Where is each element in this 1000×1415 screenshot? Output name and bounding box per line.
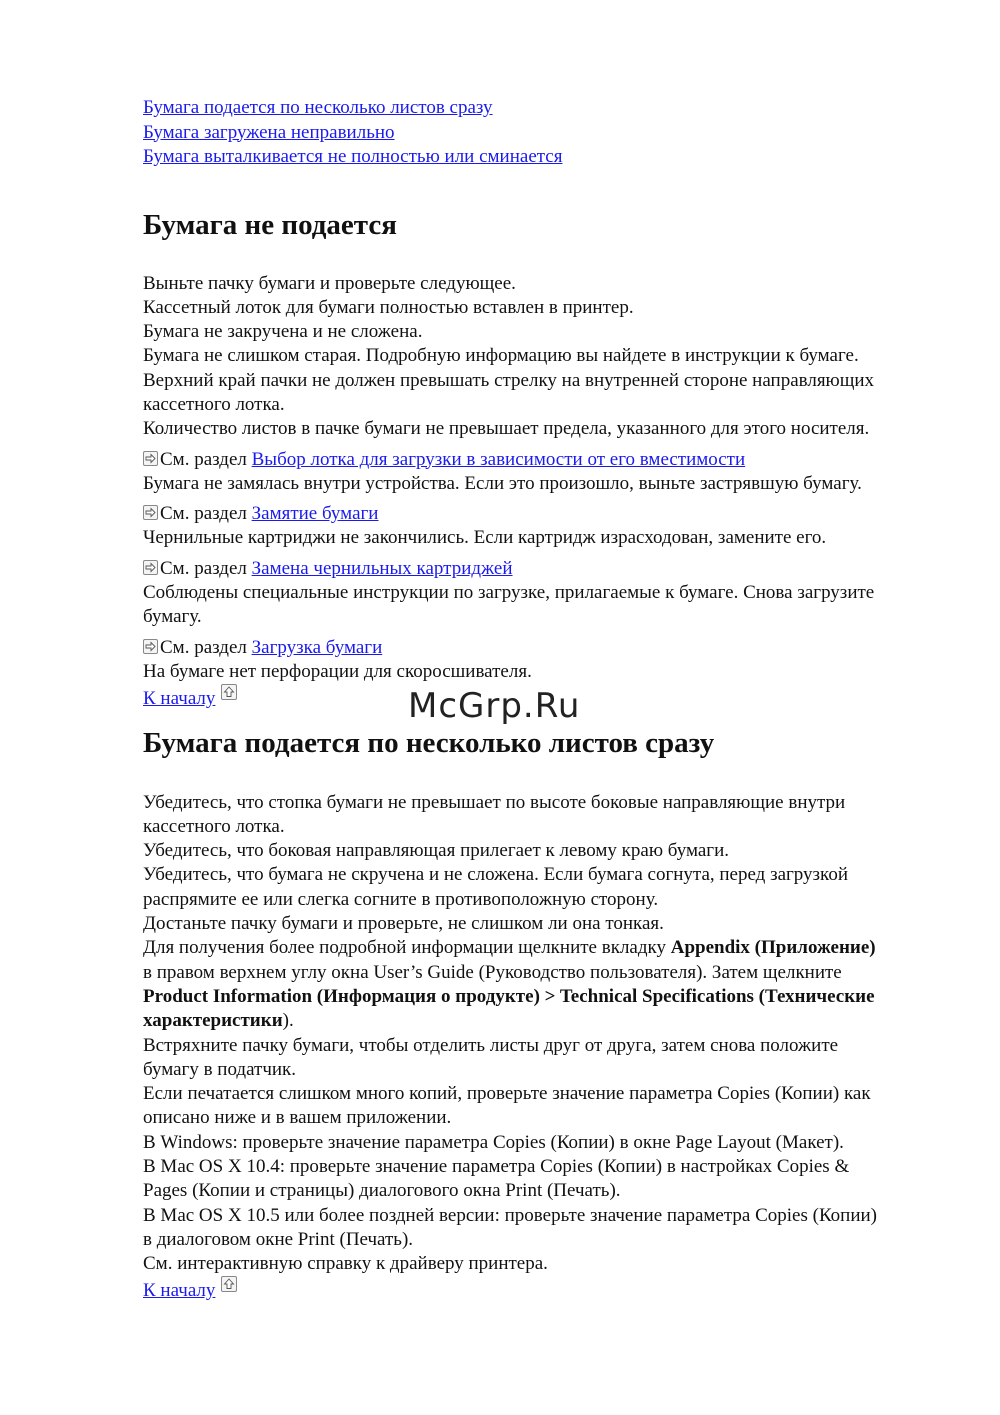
back-to-top-link[interactable]: К началу bbox=[143, 688, 216, 710]
text-line: в правом верхнем углу окна User’s Guide (Руководство пользователя). Затем щелкните bbox=[143, 961, 842, 983]
see-section-label: См. раздел bbox=[160, 636, 247, 658]
see-section-label: См. раздел bbox=[160, 557, 247, 579]
text-line: Бумага не закручена и не сложена. bbox=[143, 321, 423, 343]
see-also-row bbox=[143, 636, 933, 660]
back-to-top-link[interactable]: К началу bbox=[143, 1280, 216, 1302]
text-line: в диалоговом окне Print (Печать). bbox=[143, 1228, 414, 1250]
link-paper-jam[interactable]: Замятие бумаги bbox=[251, 503, 379, 525]
info-paragraph bbox=[143, 936, 933, 960]
text-line: На бумаге нет перфорации для скоросшивателя. bbox=[143, 660, 532, 682]
link-loaded-incorrectly[interactable]: Бумага загружена неправильно bbox=[143, 121, 395, 143]
product-info-path-end: характеристики bbox=[143, 1010, 283, 1032]
info-bold-line bbox=[143, 985, 933, 1009]
link-load-paper[interactable]: Загрузка бумаги bbox=[251, 636, 383, 658]
see-section-label: См. раздел bbox=[160, 448, 247, 470]
text-line: См. интерактивную справку к драйверу принтера. bbox=[143, 1253, 548, 1275]
appendix-tab-label: Appendix (Приложение) bbox=[670, 937, 876, 959]
text-line: Кассетный лоток для бумаги полностью вставлен в принтер. bbox=[143, 296, 634, 318]
text-line: бумагу в податчик. bbox=[143, 1058, 297, 1080]
reference-arrow-icon bbox=[143, 451, 158, 466]
up-arrow-icon[interactable] bbox=[221, 684, 237, 700]
link-multiple-sheets[interactable]: Бумага подается по несколько листов сразу bbox=[143, 97, 493, 118]
back-to-top-row bbox=[143, 1276, 933, 1303]
up-arrow-icon[interactable] bbox=[221, 1276, 237, 1292]
text-line: Убедитесь, что бумага не скручена и не сложена. Если бумага согнута, перед загрузкой bbox=[143, 864, 848, 886]
text-line: кассетного лотка. bbox=[143, 393, 285, 415]
see-also-row bbox=[143, 502, 933, 526]
see-also-row bbox=[143, 557, 933, 581]
see-section-label: См. раздел bbox=[160, 503, 247, 525]
section2-body bbox=[143, 791, 933, 1304]
link-not-ejected[interactable]: Бумага выталкивается не полностью или сминается bbox=[143, 146, 563, 167]
product-info-path: Product Information (Информация о продукте) > Technical Specifications (Технические bbox=[143, 985, 875, 1007]
text-line: Выньте пачку бумаги и проверьте следующее. bbox=[143, 272, 516, 294]
text-line: Убедитесь, что стопка бумаги не превышает по высоте боковые направляющие внутри bbox=[143, 791, 846, 813]
text-line: Количество листов в пачке бумаги не превышает предела, указанного для этого носителя. bbox=[143, 418, 870, 440]
text-line: бумагу. bbox=[143, 606, 202, 628]
link-tray-capacity[interactable]: Выбор лотка для загрузки в зависимости от его вместимости bbox=[251, 448, 746, 470]
reference-arrow-icon bbox=[143, 505, 158, 520]
section-title-multiple-sheets: Бумага подается по несколько листов сразу bbox=[143, 726, 715, 759]
text-line: распрямите ее или слегка согните в противоположную сторону. bbox=[143, 888, 659, 910]
section-title-paper-not-feeding: Бумага не подается bbox=[143, 208, 397, 241]
text-line: Достаньте пачку бумаги и проверьте, не слишком ли она тонкая. bbox=[143, 913, 664, 935]
watermark-text: McGrp.Ru bbox=[408, 686, 581, 726]
text-line: Pages (Копии и страницы) диалогового окна Print (Печать). bbox=[143, 1180, 621, 1202]
reference-arrow-icon bbox=[143, 639, 158, 654]
text-line: В Windows: проверьте значение параметра Copies (Копии) в окне Page Layout (Макет). bbox=[143, 1131, 844, 1153]
text-line: В Mac OS X 10.5 или более поздней версии: проверьте значение параметра Copies (Копии) bbox=[143, 1204, 877, 1226]
text-line: Бумага не замялась внутри устройства. Если это произошло, выньте застрявшую бумагу. bbox=[143, 472, 862, 494]
text-line: Встряхните пачку бумаги, чтобы отделить листы друг от друга, затем снова положите bbox=[143, 1034, 839, 1056]
info-text-end: ). bbox=[282, 1010, 294, 1032]
text-line: описано ниже и в вашем приложении. bbox=[143, 1107, 452, 1129]
info-bold-line bbox=[143, 1009, 933, 1033]
see-also-row bbox=[143, 448, 933, 472]
text-line: В Mac OS X 10.4: проверьте значение параметра Copies (Копии) в настройках Copies & bbox=[143, 1156, 850, 1177]
reference-arrow-icon bbox=[143, 560, 158, 575]
link-replace-cartridges[interactable]: Замена чернильных картриджей bbox=[251, 557, 513, 579]
text-line: Соблюдены специальные инструкции по загрузке, прилагаемые к бумаге. Снова загрузите bbox=[143, 582, 875, 604]
text-line: Верхний край пачки не должен превышать стрелку на внутренней стороне направляющих bbox=[143, 369, 875, 391]
text-line: Чернильные картриджи не закончились. Если картридж израсходован, замените его. bbox=[143, 527, 827, 549]
text-line: Если печатается слишком много копий, проверьте значение параметра Copies (Копии) как bbox=[143, 1083, 871, 1105]
section1-body bbox=[143, 272, 933, 712]
top-links bbox=[143, 96, 933, 170]
info-text: Для получения более подробной информации щелкните вкладку bbox=[143, 937, 671, 959]
text-line: кассетного лотка. bbox=[143, 815, 285, 837]
text-line: Бумага не слишком старая. Подробную информацию вы найдете в инструкции к бумаге. bbox=[143, 345, 859, 367]
text-line: Убедитесь, что боковая направляющая прилегает к левому краю бумаги. bbox=[143, 840, 730, 862]
